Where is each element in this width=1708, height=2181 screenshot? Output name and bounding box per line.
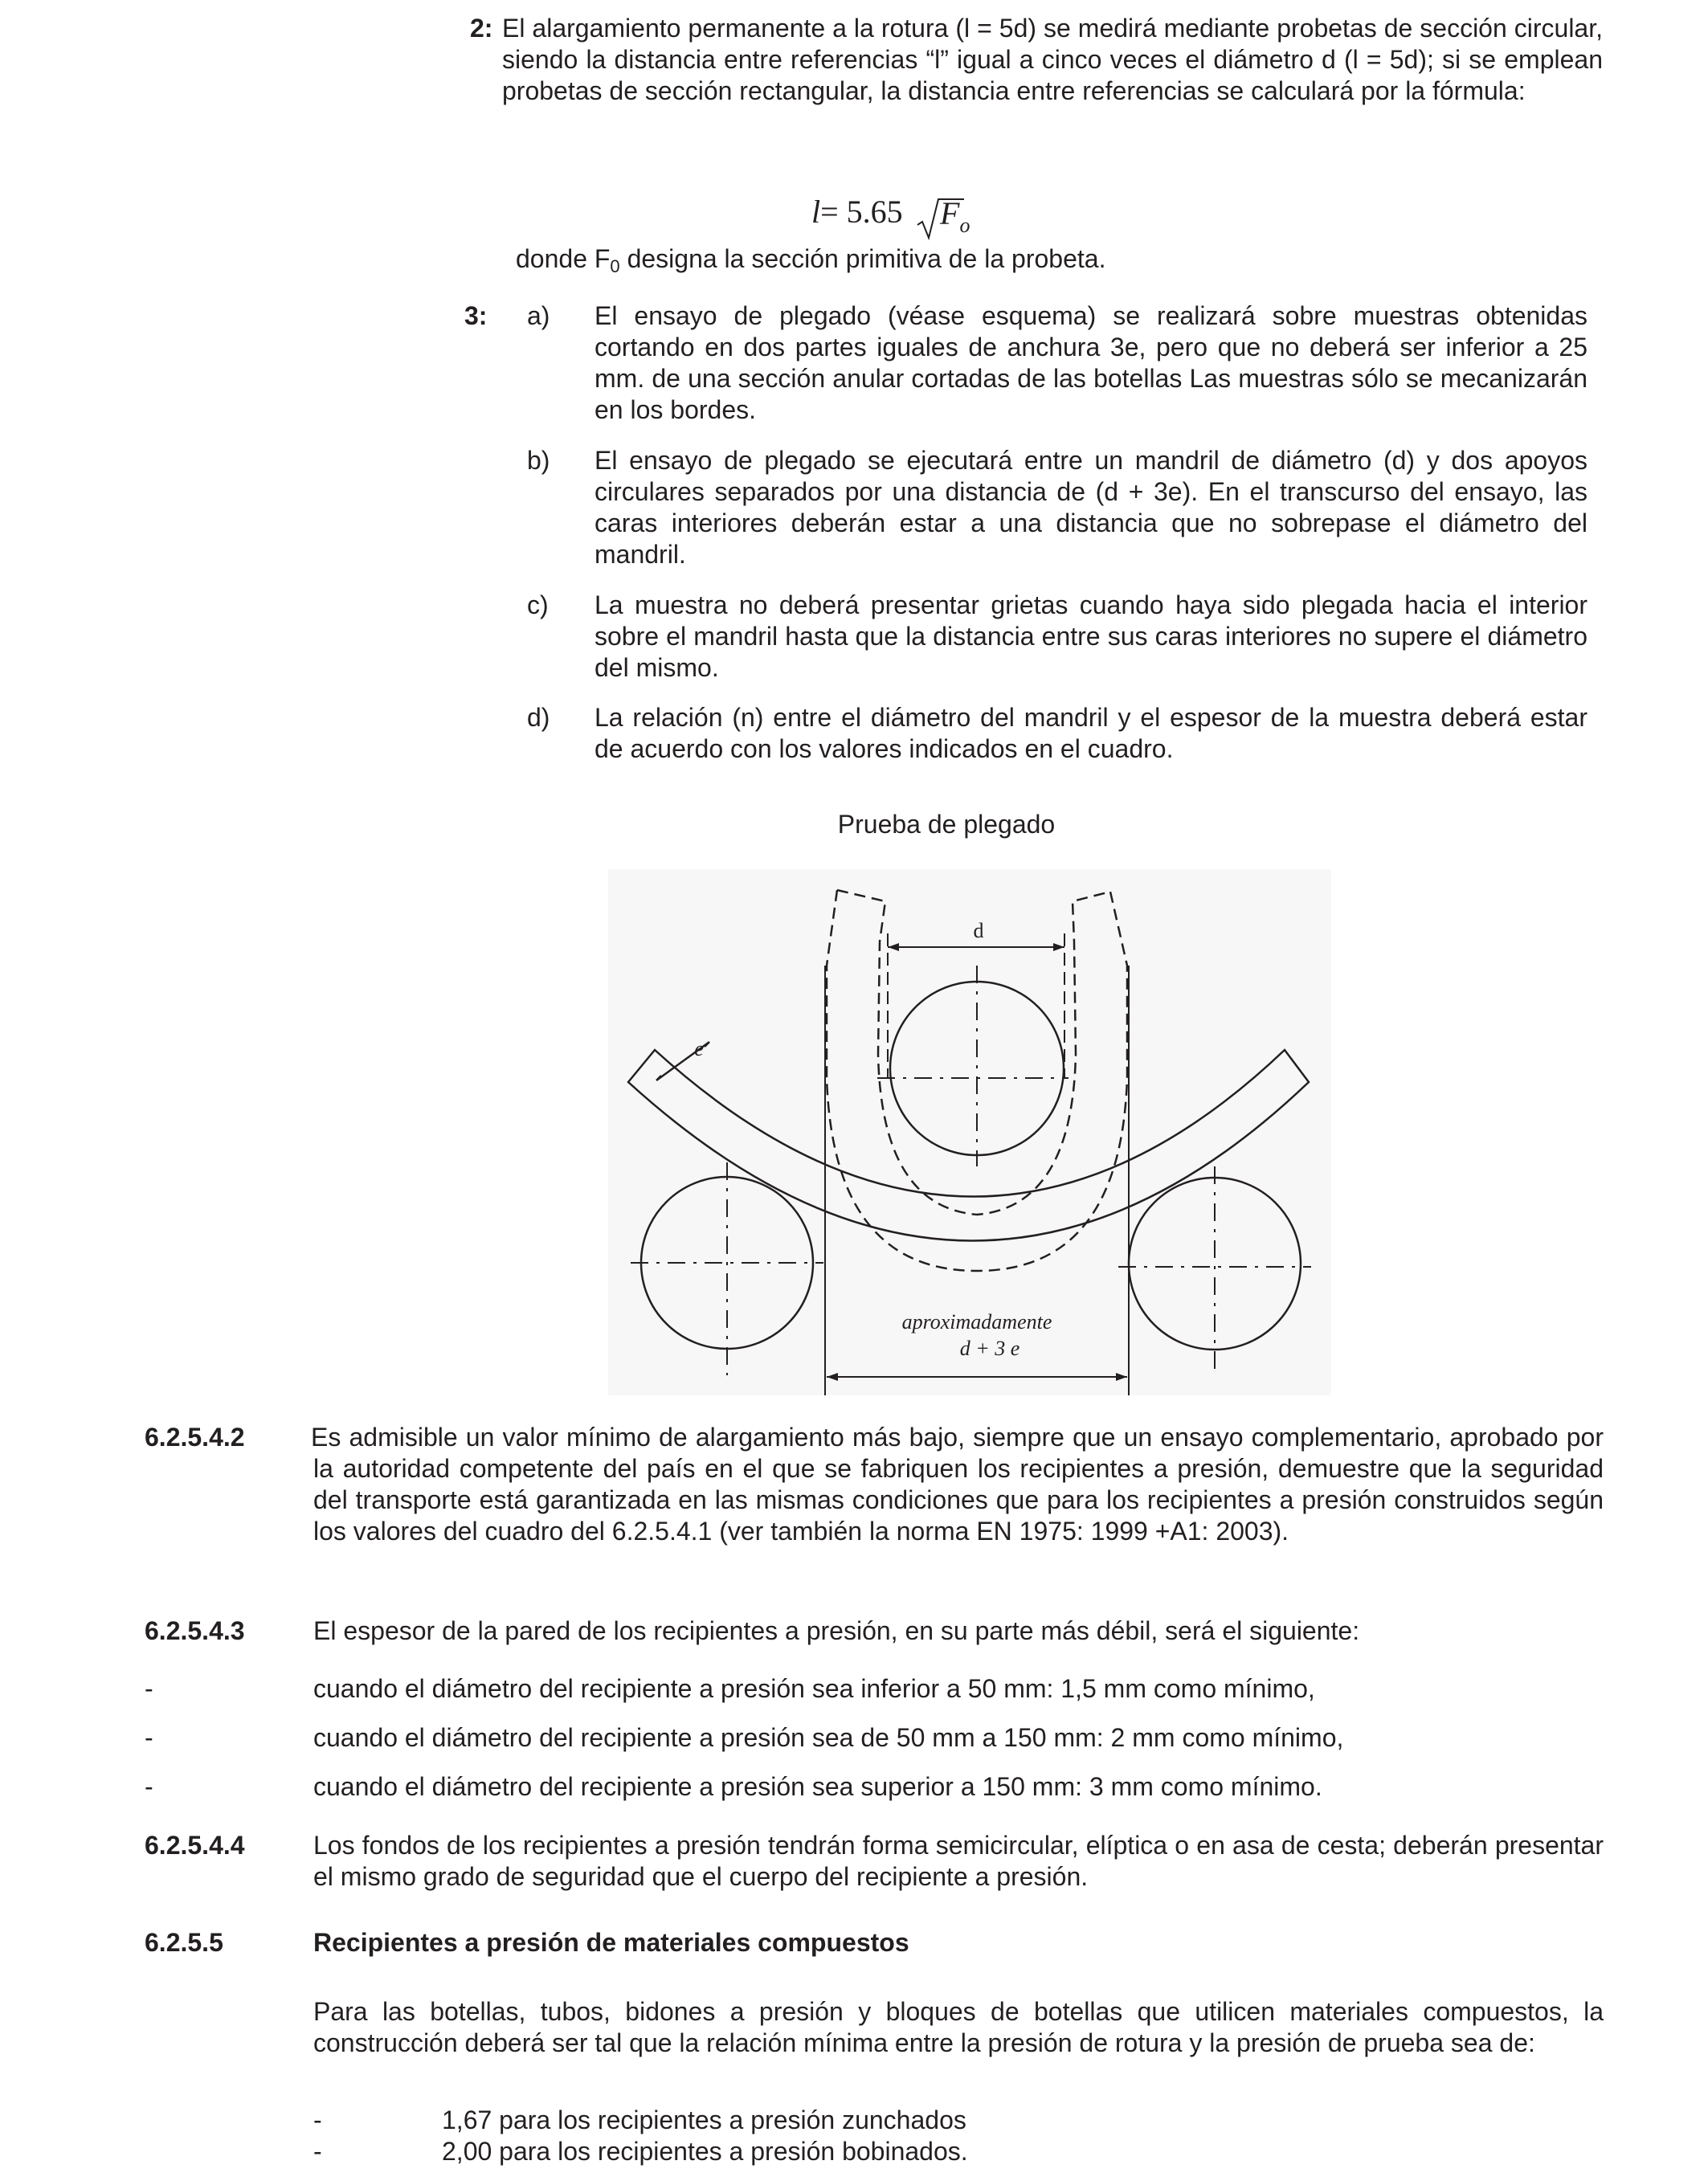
bullet-text: 1,67 para los recipientes a presión zunchados <box>442 2105 966 2134</box>
note-3-label: 3: <box>464 301 488 330</box>
formula-equals: = 5.65 <box>820 194 903 230</box>
formula-variable: $F_o$ <box>940 195 970 237</box>
item-b-label: b) <box>527 446 550 475</box>
bullet-dash: - <box>145 1772 153 1801</box>
section-6-2-5-5-number: 6.2.5.5 <box>145 1928 223 1957</box>
section-6-2-5-4-2-number: 6.2.5.4.2 <box>145 1423 245 1452</box>
formula-explanation: donde $F_0$ designa la sección primitiva de la probeta. <box>516 244 1106 276</box>
item-a-label: a) <box>527 301 550 330</box>
label-d3e: d + 3 e <box>959 1337 1020 1360</box>
bullet-dash: - <box>313 2137 322 2166</box>
note-2-label: 2: <box>470 14 493 43</box>
figure-caption: Prueba de plegado <box>837 810 1056 839</box>
formula-lhs: l <box>811 194 821 230</box>
item-d-text: La relación (n) entre el diámetro del mandril y el espesor de la muestra deberá estar de acuerdo con los valores indicados en el cuadro. <box>595 703 1587 763</box>
bullet-text: 2,00 para los recipientes a presión bobinados. <box>442 2137 968 2166</box>
bullet-dash: - <box>145 1723 153 1752</box>
bullet-dash: - <box>145 1674 153 1703</box>
elongation-formula <box>811 194 903 230</box>
bend-test-diagram <box>608 869 1331 1395</box>
section-6-2-5-5-title: Recipientes a presión de materiales compuestos <box>313 1928 909 1957</box>
section-6-2-5-4-4-number: 6.2.5.4.4 <box>145 1831 245 1860</box>
item-c-label: c) <box>527 590 549 619</box>
section-6-2-5-4-4-text: Los fondos de los recipientes a presión tendrán forma semicircular, elíptica o en asa de cesta; deberán presentar el mismo grado de seguridad que el cuerpo del recipiente a presión. <box>313 1831 1604 1891</box>
bullet-text: cuando el diámetro del recipiente a presión sea de 50 mm a 150 mm: 2 mm como mínimo, <box>313 1723 1344 1752</box>
label-d: d <box>973 919 984 942</box>
item-a-text: El ensayo de plegado (véase esquema) se realizará sobre muestras obtenidas cortando en dos partes iguales de anchura 3e, pero que no deberá ser inferior a 25 mm. de una sección anular cortadas de las botellas Las muestras sólo se mecanizarán en los bordes. <box>595 301 1587 424</box>
item-d-label: d) <box>527 703 550 732</box>
note-2-text: El alargamiento permanente a la rotura (l = 5d) se medirá mediante probetas de sección circular, siendo la distancia entre referencias “l” igual a cinco veces el diámetro d (l = 5d); si se emplean probetas de sección rectangular, la distancia entre referencias se calculará por la fórmula: <box>502 14 1603 105</box>
bullet-text: cuando el diámetro del recipiente a presión sea superior a 150 mm: 3 mm como mínimo. <box>313 1772 1322 1801</box>
bullet-dash: - <box>313 2105 322 2134</box>
item-b-text: El ensayo de plegado se ejecutará entre un mandril de diámetro (d) y dos apoyos circulares separados por una distancia de (d + 3e). En el transcurso del ensayo, las caras interiores deberán estar a una distancia que no sobrepase el diámetro del mandril. <box>595 446 1587 569</box>
label-approx: aproximadamente <box>901 1310 1052 1334</box>
section-6-2-5-5-text: Para las botellas, tubos, bidones a presión y bloques de botellas que utilicen materiales compuestos, la construcción deberá ser tal que la relación mínima entre la presión de rotura y la presión de prueba sea de: <box>313 1997 1604 2057</box>
bullet-text: cuando el diámetro del recipiente a presión sea inferior a 50 mm: 1,5 mm como mínimo, <box>313 1674 1315 1703</box>
section-6-2-5-4-2-text: Es admisible un valor mínimo de alargamiento más bajo, siempre que un ensayo complementario, aprobado por la autoridad competente del país en el que se fabriquen los recipientes a presión, demuestre que la seguridad del transporte está garantizada en las mismas condiciones que para los recipientes a presión construidos según los valores del cuadro del 6.2.5.4.1 (ver también la norma EN 1975: 1999 +A1: 2003). <box>311 1423 1604 1546</box>
label-e: e <box>694 1037 704 1060</box>
item-c-text: La muestra no deberá presentar grietas cuando haya sido plegada hacia el interior sobre el mandril hasta que la distancia entre sus caras interiores no supere el diámetro del mismo. <box>595 590 1587 682</box>
section-6-2-5-4-3-number: 6.2.5.4.3 <box>145 1616 245 1645</box>
section-6-2-5-4-3-text: El espesor de la pared de los recipientes a presión, en su parte más débil, será el siguiente: <box>313 1616 1360 1645</box>
